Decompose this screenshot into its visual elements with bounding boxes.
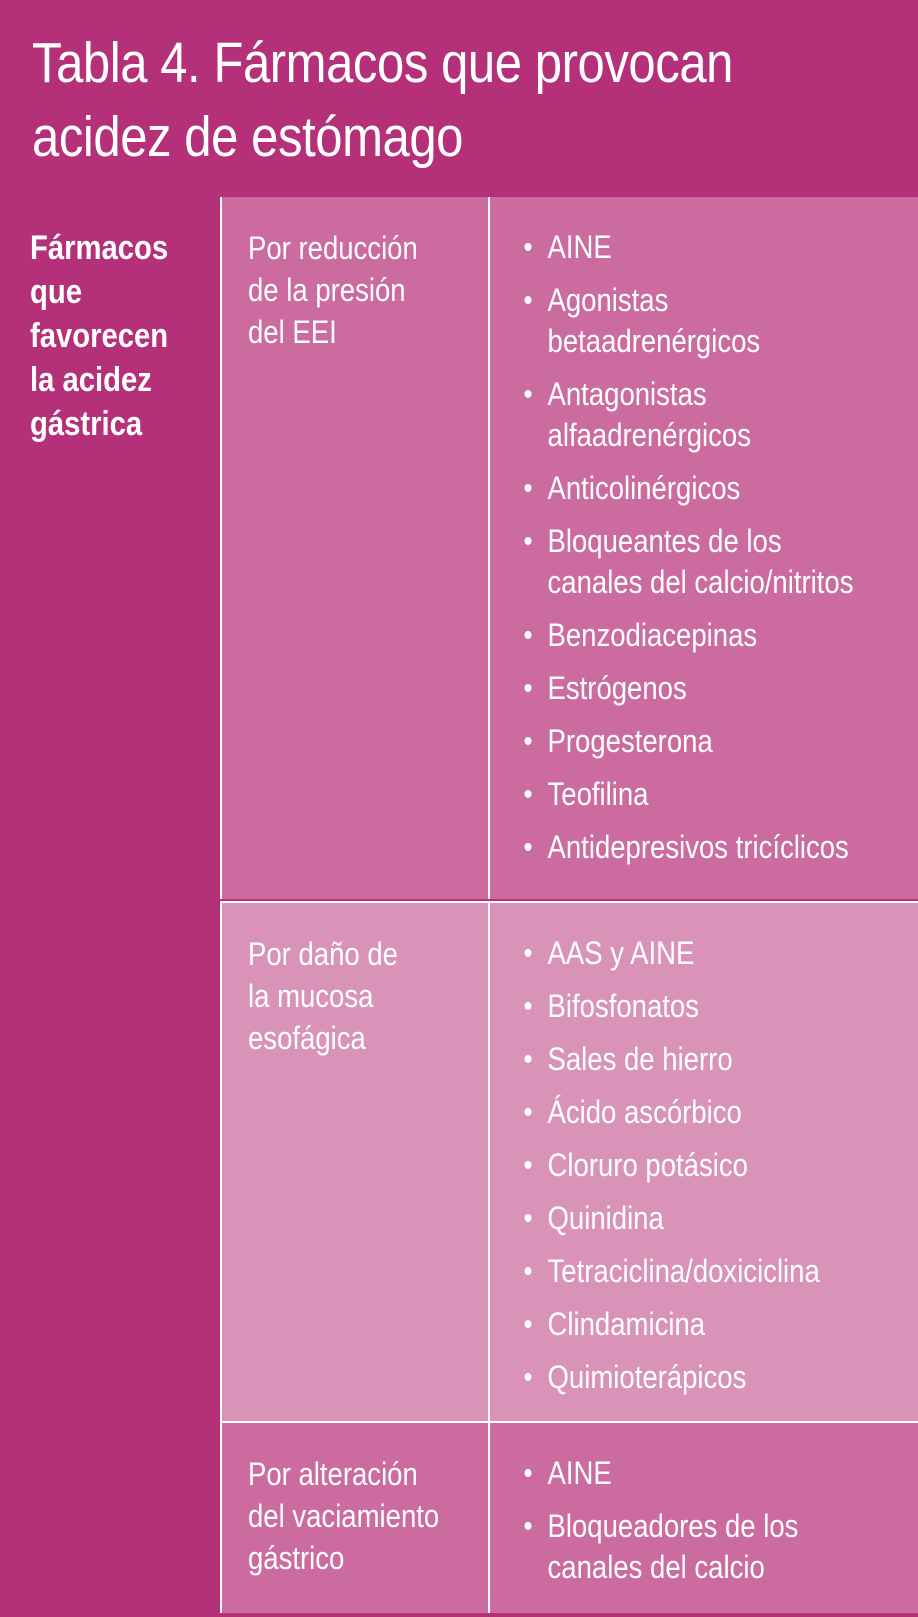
- bullet-icon: •: [523, 1457, 533, 1490]
- table-title: [32, 26, 772, 174]
- bullet-icon: •: [523, 831, 533, 864]
- list-item: [520, 933, 898, 974]
- list-item-text: Clindamicina: [547, 1306, 706, 1342]
- category-cell: [220, 903, 490, 1423]
- bullet-icon: •: [523, 1361, 533, 1394]
- title-line: acidez de estómago: [32, 105, 464, 169]
- side-label-line: la acidez: [30, 361, 152, 399]
- bullet-icon: •: [523, 990, 533, 1023]
- side-label-line: Fármacos: [30, 229, 169, 267]
- category-label-line: de la presión: [248, 272, 406, 308]
- category-cell: [220, 197, 490, 899]
- bullet-icon: •: [523, 1043, 533, 1076]
- side-label: [30, 226, 185, 446]
- category-label-line: del vaciamiento: [248, 1498, 440, 1534]
- items-cell: [490, 197, 918, 899]
- bullet-icon: •: [523, 778, 533, 811]
- list-item: [520, 1198, 898, 1239]
- table-row: [220, 901, 918, 1423]
- category-label-line: Por alteración: [248, 1456, 418, 1492]
- category-label-line: Por daño de: [248, 936, 398, 972]
- list-item-text: Anticolinérgicos: [547, 470, 741, 506]
- category-label-line: Por reducción: [248, 230, 418, 266]
- items-cell: [490, 1423, 918, 1613]
- bullet-icon: •: [523, 1510, 533, 1543]
- list-item-text: Estrógenos: [547, 670, 687, 706]
- list-item-text: Quimioterápicos: [547, 1359, 747, 1395]
- category-label: [248, 1453, 506, 1579]
- bullet-icon: •: [523, 672, 533, 705]
- list-item-text: Quinidina: [547, 1200, 664, 1236]
- bullet-icon: •: [523, 231, 533, 264]
- category-label-line: del EEI: [248, 314, 337, 350]
- list-item: [520, 1092, 898, 1133]
- list-item-text: Antidepresivos tricíclicos: [547, 829, 849, 865]
- items-cell: [490, 903, 918, 1423]
- bullet-icon: •: [523, 1308, 533, 1341]
- drug-list: [520, 1453, 898, 1600]
- bullet-icon: •: [523, 725, 533, 758]
- list-item-text: Teofilina: [547, 776, 649, 812]
- list-item: [520, 1304, 898, 1345]
- list-item-text: canales del calcio: [547, 1549, 765, 1585]
- bullet-icon: •: [523, 1255, 533, 1288]
- list-item-text: Agonistas: [547, 282, 669, 318]
- list-item-text: Bloqueadores de los: [547, 1508, 799, 1544]
- list-item: [520, 280, 898, 362]
- bullet-icon: •: [523, 1096, 533, 1129]
- list-item: [520, 1506, 898, 1588]
- list-item-text: Progesterona: [547, 723, 713, 759]
- list-item: [520, 227, 898, 268]
- list-item: [520, 668, 898, 709]
- list-item-text: Bifosfonatos: [547, 988, 699, 1024]
- side-label-line: gástrica: [30, 405, 143, 443]
- bullet-icon: •: [523, 525, 533, 558]
- list-item-text: AINE: [547, 1455, 612, 1491]
- category-label: [248, 933, 506, 1059]
- list-item: [520, 615, 898, 656]
- drug-list: [520, 933, 898, 1410]
- list-item: [520, 827, 898, 868]
- list-item: [520, 721, 898, 762]
- list-item: [520, 1039, 898, 1080]
- list-item: [520, 774, 898, 815]
- list-item-text: betaadrenérgicos: [547, 323, 761, 359]
- list-item-text: Sales de hierro: [547, 1041, 733, 1077]
- list-item-text: canales del calcio/nitritos: [547, 564, 854, 600]
- bullet-icon: •: [523, 378, 533, 411]
- drug-list: [520, 227, 898, 880]
- list-item: [520, 1251, 898, 1292]
- list-item: [520, 468, 898, 509]
- category-label-line: la mucosa: [248, 978, 374, 1014]
- list-item: [520, 986, 898, 1027]
- side-label-line: que: [30, 273, 82, 311]
- table-row: [220, 1421, 918, 1613]
- list-item-text: Benzodiacepinas: [547, 617, 758, 653]
- table-row: [220, 197, 918, 899]
- side-label-line: favorecen: [30, 317, 169, 355]
- list-item-text: alfaadrenérgicos: [547, 417, 751, 453]
- list-item: [520, 374, 898, 456]
- list-item-text: AAS y AINE: [547, 935, 695, 971]
- bullet-icon: •: [523, 937, 533, 970]
- list-item-text: Cloruro potásico: [547, 1147, 748, 1183]
- list-item-text: AINE: [547, 229, 612, 265]
- list-item: [520, 1357, 898, 1398]
- bullet-icon: •: [523, 619, 533, 652]
- category-label-line: gástrico: [248, 1540, 345, 1576]
- title-line: Tabla 4. Fármacos que provocan: [32, 31, 734, 95]
- bullet-icon: •: [523, 1149, 533, 1182]
- bullet-icon: •: [523, 1202, 533, 1235]
- bullet-icon: •: [523, 284, 533, 317]
- list-item: [520, 1453, 898, 1494]
- category-cell: [220, 1423, 490, 1613]
- list-item-text: Tetraciclina/doxiciclina: [547, 1253, 820, 1289]
- list-item: [520, 521, 898, 603]
- list-item-text: Antagonistas: [547, 376, 707, 412]
- list-item: [520, 1145, 898, 1186]
- list-item-text: Bloqueantes de los: [547, 523, 782, 559]
- list-item-text: Ácido ascórbico: [547, 1094, 742, 1130]
- category-label: [248, 227, 506, 353]
- bullet-icon: •: [523, 472, 533, 505]
- category-label-line: esofágica: [248, 1020, 366, 1056]
